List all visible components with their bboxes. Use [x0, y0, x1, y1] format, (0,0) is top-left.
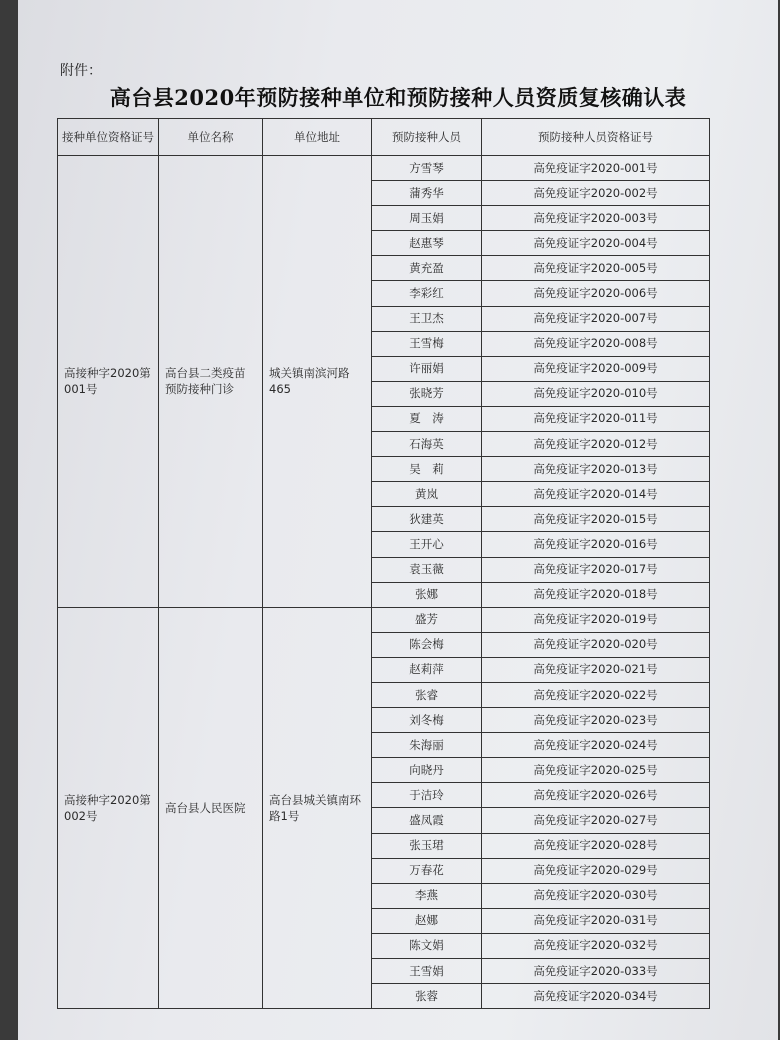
- staff-cert-cell: 高免疫证字2020-001号: [482, 156, 710, 181]
- staff-name-cell: 张睿: [372, 682, 482, 707]
- table-row: [58, 156, 710, 181]
- staff-name-cell: 赵莉萍: [372, 657, 482, 682]
- header-cert: 接种单位资格证号: [58, 119, 159, 156]
- staff-cert-cell: 高免疫证字2020-002号: [482, 181, 710, 206]
- staff-name-cell: 蒲秀华: [372, 181, 482, 206]
- staff-cert-cell: 高免疫证字2020-032号: [482, 933, 710, 958]
- group-unit-cell: 高台县人民医院: [159, 607, 263, 1009]
- staff-cert-cell: 高免疫证字2020-007号: [482, 306, 710, 331]
- staff-name-cell: 袁玉薇: [372, 557, 482, 582]
- staff-cert-cell: 高免疫证字2020-005号: [482, 256, 710, 281]
- staff-name-cell: 陈文娟: [372, 933, 482, 958]
- header-unit: 单位名称: [159, 119, 263, 156]
- staff-name-cell: 狄建英: [372, 507, 482, 532]
- staff-cert-cell: 高免疫证字2020-013号: [482, 457, 710, 482]
- header-person-cert: 预防接种人员资格证号: [482, 119, 710, 156]
- staff-name-cell: 王雪梅: [372, 331, 482, 356]
- staff-cert-cell: 高免疫证字2020-015号: [482, 507, 710, 532]
- header-person: 预防接种人员: [372, 119, 482, 156]
- staff-name-cell: 于洁玲: [372, 783, 482, 808]
- staff-name-cell: 朱海丽: [372, 733, 482, 758]
- staff-cert-cell: 高免疫证字2020-034号: [482, 984, 710, 1009]
- staff-cert-cell: 高免疫证字2020-023号: [482, 708, 710, 733]
- staff-name-cell: 陈会梅: [372, 632, 482, 657]
- staff-cert-cell: 高免疫证字2020-027号: [482, 808, 710, 833]
- staff-cert-cell: 高免疫证字2020-024号: [482, 733, 710, 758]
- staff-cert-cell: 高免疫证字2020-011号: [482, 406, 710, 431]
- staff-name-cell: 赵娜: [372, 908, 482, 933]
- staff-name-cell: 赵惠琴: [372, 231, 482, 256]
- staff-cert-cell: 高免疫证字2020-017号: [482, 557, 710, 582]
- group-cert-cell: 高接种字2020第002号: [58, 607, 159, 1009]
- staff-name-cell: 王雪娟: [372, 959, 482, 984]
- staff-name-cell: 黄充盈: [372, 256, 482, 281]
- page-title: 高台县2020年预防接种单位和预防接种人员资质复核确认表: [109, 85, 687, 110]
- qualification-table: [57, 118, 710, 1009]
- staff-cert-cell: 高免疫证字2020-021号: [482, 657, 710, 682]
- staff-name-cell: 盛凤霞: [372, 808, 482, 833]
- staff-name-cell: 方雪琴: [372, 156, 482, 181]
- staff-cert-cell: 高免疫证字2020-019号: [482, 607, 710, 632]
- staff-name-cell: 张玉珺: [372, 833, 482, 858]
- staff-cert-cell: 高免疫证字2020-033号: [482, 959, 710, 984]
- staff-cert-cell: 高免疫证字2020-004号: [482, 231, 710, 256]
- staff-name-cell: 李燕: [372, 883, 482, 908]
- staff-name-cell: 石海英: [372, 432, 482, 457]
- staff-name-cell: 盛芳: [372, 607, 482, 632]
- staff-cert-cell: 高免疫证字2020-018号: [482, 582, 710, 607]
- staff-name-cell: 吴 莉: [372, 457, 482, 482]
- staff-cert-cell: 高免疫证字2020-008号: [482, 331, 710, 356]
- table-body: [58, 156, 710, 1009]
- staff-name-cell: 李彩红: [372, 281, 482, 306]
- staff-name-cell: 王卫杰: [372, 306, 482, 331]
- group-cert-cell: 高接种字2020第001号: [58, 156, 159, 608]
- staff-name-cell: 万春花: [372, 858, 482, 883]
- staff-name-cell: 许丽娟: [372, 356, 482, 381]
- staff-cert-cell: 高免疫证字2020-031号: [482, 908, 710, 933]
- staff-name-cell: 张蓉: [372, 984, 482, 1009]
- staff-name-cell: 王开心: [372, 532, 482, 557]
- staff-cert-cell: 高免疫证字2020-026号: [482, 783, 710, 808]
- staff-cert-cell: 高免疫证字2020-016号: [482, 532, 710, 557]
- staff-name-cell: 向晓丹: [372, 758, 482, 783]
- staff-name-cell: 周玉娟: [372, 206, 482, 231]
- staff-cert-cell: 高免疫证字2020-029号: [482, 858, 710, 883]
- staff-cert-cell: 高免疫证字2020-003号: [482, 206, 710, 231]
- document-page: [18, 0, 778, 1040]
- group-unit-cell: 高台县二类疫苗预防接种门诊: [159, 156, 263, 608]
- table-row: [58, 607, 710, 632]
- staff-cert-cell: 高免疫证字2020-028号: [482, 833, 710, 858]
- staff-cert-cell: 高免疫证字2020-006号: [482, 281, 710, 306]
- staff-cert-cell: 高免疫证字2020-022号: [482, 682, 710, 707]
- staff-name-cell: 张娜: [372, 582, 482, 607]
- staff-cert-cell: 高免疫证字2020-030号: [482, 883, 710, 908]
- staff-name-cell: 夏 涛: [372, 406, 482, 431]
- staff-cert-cell: 高免疫证字2020-012号: [482, 432, 710, 457]
- staff-cert-cell: 高免疫证字2020-020号: [482, 632, 710, 657]
- header-addr: 单位地址: [263, 119, 372, 156]
- group-addr-cell: 城关镇南滨河路465: [263, 156, 372, 608]
- table-header-row: [58, 119, 710, 156]
- staff-name-cell: 黄岚: [372, 482, 482, 507]
- attachment-label: 附件：: [60, 63, 102, 79]
- staff-cert-cell: 高免疫证字2020-010号: [482, 381, 710, 406]
- staff-cert-cell: 高免疫证字2020-009号: [482, 356, 710, 381]
- staff-cert-cell: 高免疫证字2020-014号: [482, 482, 710, 507]
- group-addr-cell: 高台县城关镇南环路1号: [263, 607, 372, 1009]
- staff-name-cell: 刘冬梅: [372, 708, 482, 733]
- staff-cert-cell: 高免疫证字2020-025号: [482, 758, 710, 783]
- staff-name-cell: 张晓芳: [372, 381, 482, 406]
